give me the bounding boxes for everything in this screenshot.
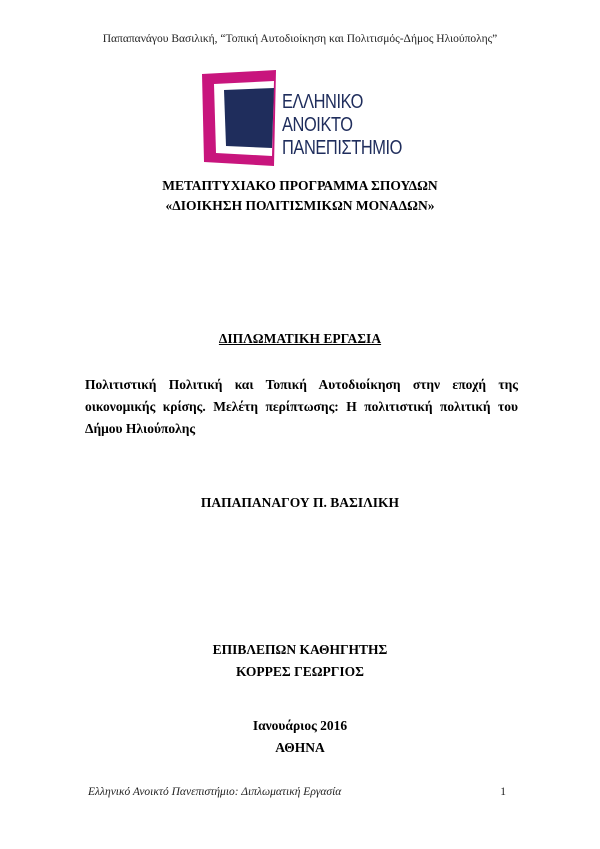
supervisor-label: ΕΠΙΒΛΕΠΩΝ ΚΑΘΗΓΗΤΗΣ [212,642,388,657]
supervisor-block [0,639,600,683]
program-line-1: ΜΕΤΑΠΤΥΧΙΑΚΟ ΠΡΟΓΡΑΜΜΑ ΣΠΟΥΔΩΝ [162,178,438,193]
program-heading [0,176,600,216]
logo-line-1: ΕΛΛΗΝΙΚΟ [282,91,364,113]
author-name: ΠΑΠΑΠΑΝΑΓΟΥ Π. ΒΑΣΙΛΙΚΗ [200,495,400,510]
page-number: 1 [500,786,506,798]
running-header: Παπαπανάγου Βασιλική, “Τοπική Αυτοδιοίκηση και Πολιτισμός-Δήμος Ηλιούπολης” [102,33,498,45]
logo-line-2: ΑΝΟΙΚΤΟ [282,114,353,136]
thesis-label: ΔΙΠΛΩΜΑΤΙΚΗ ΕΡΓΑΣΙΑ [218,331,382,346]
date-month-year: Ιανουάριος 2016 [252,718,348,733]
program-line-2: «ΔΙΟΙΚΗΣΗ ΠΟΛΙΤΙΣΜΙΚΩΝ ΜΟΝΑΔΩΝ» [165,198,435,213]
date-block [0,715,600,759]
date-city: ΑΘΗΝΑ [275,740,325,755]
university-logo [202,68,402,168]
thesis-title: Πολιτιστική Πολιτική και Τοπική Αυτοδιοίκηση στην εποχή της οικονομικής κρίσης. Μελέτη περίπτωσης: Η πολιτιστική πολιτική του Δήμου Ηλιούπολης [85,377,518,436]
logo-mark-icon [202,68,282,168]
logo-line-3: ΠΑΝΕΠΙΣΤΗΜΙΟ [282,137,403,159]
running-footer: Ελληνικό Ανοικτό Πανεπιστήμιο: Διπλωματική Εργασία [88,786,342,798]
supervisor-name: ΚΟΡΡΕΣ ΓΕΩΡΓΙΟΣ [236,664,364,679]
